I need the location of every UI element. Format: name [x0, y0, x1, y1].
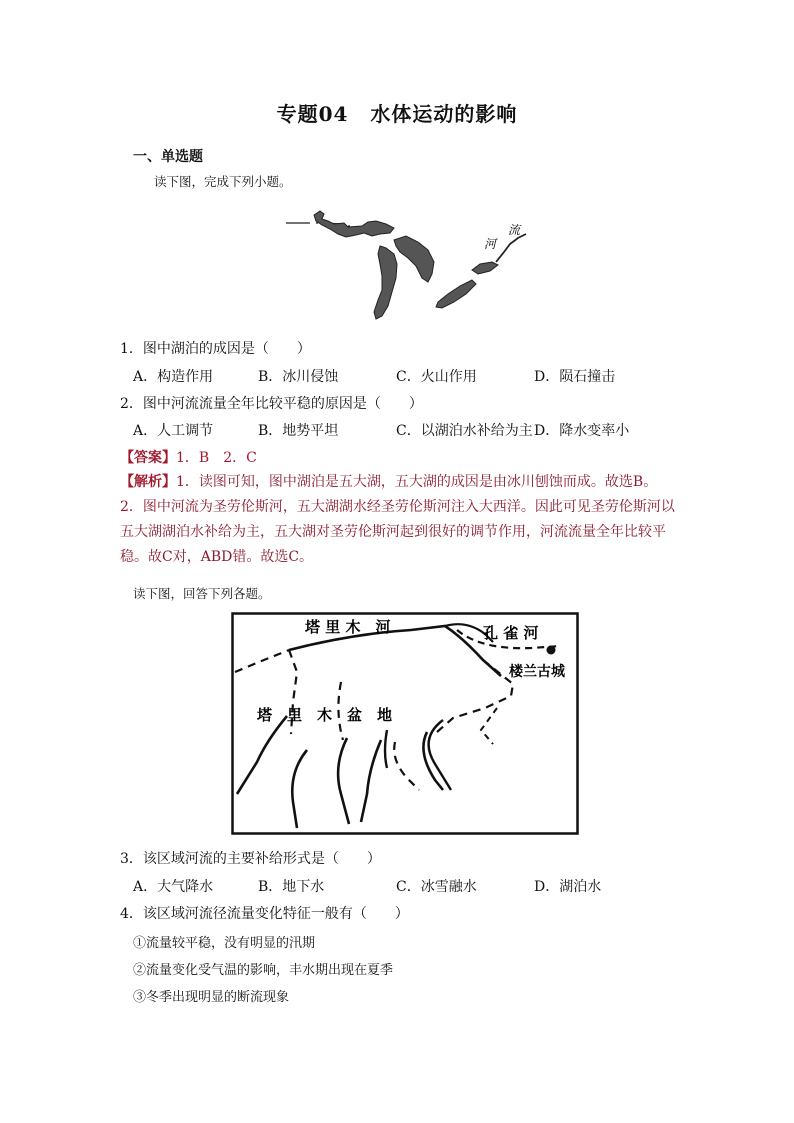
intro-text-1: 读下图，完成下列小题。: [154, 174, 292, 189]
tarim-basin-map: [231, 612, 579, 836]
label-kongque-river: 孔 雀 河: [483, 624, 539, 642]
question-2-stem: 2．图中河流流量全年比较平稳的原因是（ ）: [120, 396, 423, 412]
intro-text-2: 读下图，回答下列各题。: [133, 586, 271, 601]
q2-option-d[interactable]: D．降水变率小: [534, 423, 630, 439]
q4-item-3: ③冬季出现明显的断流现象: [133, 990, 290, 1005]
question-2-options: [133, 420, 693, 440]
q3-option-d[interactable]: D．湖泊水: [534, 879, 602, 895]
title-part2: 水体运动的影响: [370, 102, 518, 126]
q1-option-c[interactable]: C．火山作用: [396, 369, 477, 385]
question-3-options: [133, 876, 693, 896]
q1-option-b[interactable]: B．冰川侵蚀: [258, 369, 339, 385]
lake-michigan: [374, 246, 397, 319]
q2-option-c[interactable]: C．以湖泊水补给为主: [396, 423, 533, 439]
q2-option-b[interactable]: B．地势平坦: [258, 423, 339, 439]
title-part1: 专题04: [276, 102, 349, 126]
explanation-tag: 【解析】: [120, 474, 176, 490]
st-lawrence-river: [496, 234, 526, 262]
q1-option-a[interactable]: A．构造作用: [133, 369, 214, 385]
label-tarim-river: 塔 里 木 河: [305, 618, 391, 636]
explanation: [120, 470, 685, 570]
page-title: [0, 98, 794, 127]
loulan-dot: [547, 646, 556, 655]
section-heading: 一、单选题: [133, 149, 203, 165]
label-liu: 流: [508, 223, 521, 237]
label-tarim-basin: 塔 里 木 盆 地: [257, 706, 393, 724]
explanation-line-1: 【解析】1．读图可知，图中湖泊是五大湖，五大湖的成因是由冰川刨蚀而成。故选B。: [120, 474, 658, 490]
q4-item-2: ②流量变化受气温的影响，丰水期出现在夏季: [133, 963, 394, 978]
answer-line: [120, 447, 257, 467]
q3-option-b[interactable]: B．地下水: [258, 879, 325, 895]
question-3-stem: 3．该区域河流的主要补给形式是（ ）: [120, 851, 381, 867]
lake-huron: [394, 236, 434, 282]
great-lakes-map: [282, 206, 532, 324]
question-4-stem: 4．该区域河流径流量变化特征一般有（ ）: [120, 906, 409, 922]
answer-tag: 【答案】: [120, 450, 176, 466]
label-he: 河: [484, 237, 497, 251]
q3-option-a[interactable]: A．大气降水: [133, 879, 214, 895]
question-1-stem: 1．图中湖泊的成因是（ ）: [120, 341, 311, 357]
q3-option-c[interactable]: C．冰雪融水: [396, 879, 477, 895]
q4-item-1: ①流量较平稳，没有明显的汛期: [133, 936, 316, 951]
answer-text: 1．B 2．C: [176, 450, 257, 466]
explanation-line-2: 2．图中河流为圣劳伦斯河，五大湖湖水经圣劳伦斯河注入大西洋。因此可见圣劳伦斯河以五大湖湖泊水补给为主，五大湖对圣劳伦斯河起到很好的调节作用，河流流量全年比较平稳。故C对，ABD错。故选C。: [120, 499, 675, 565]
lake-erie: [436, 280, 476, 308]
lake-ontario: [472, 262, 498, 274]
lake-superior: [314, 211, 394, 237]
q1-option-d[interactable]: D．陨石撞击: [534, 369, 616, 385]
q2-option-a[interactable]: A．人工调节: [133, 423, 214, 439]
question-1-options: [133, 366, 693, 386]
label-loulan: 楼兰古城: [509, 664, 565, 680]
